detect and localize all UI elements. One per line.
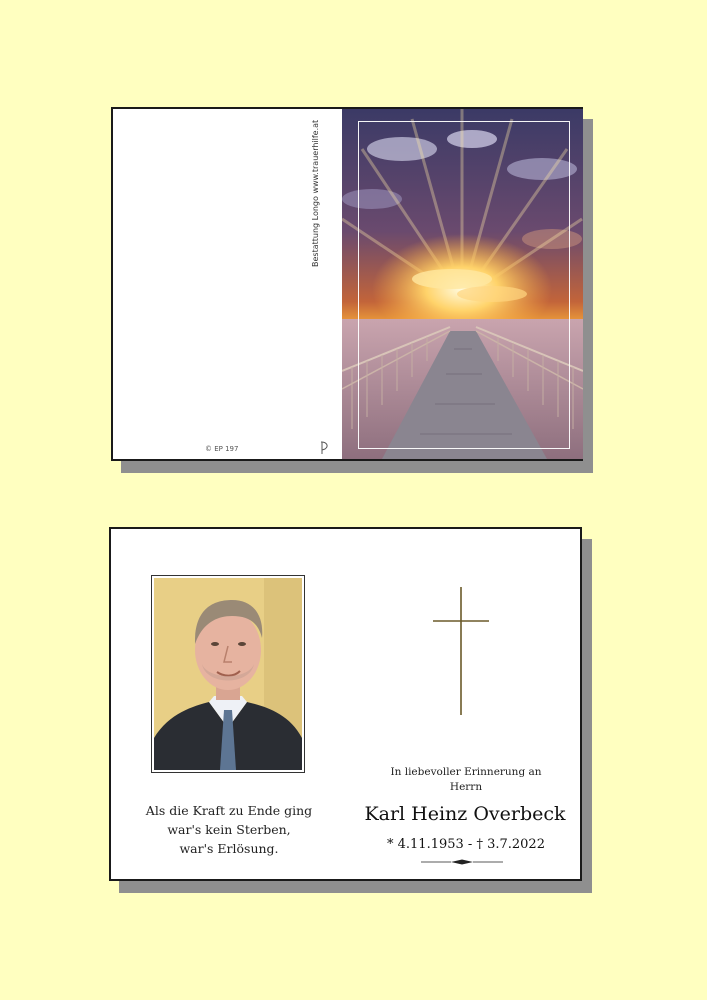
verse-text xyxy=(129,801,329,858)
portrait-photo xyxy=(151,575,305,773)
memorial-card-inner xyxy=(109,527,582,881)
life-dates: * 4.11.1953 - † 3.7.2022 xyxy=(387,837,545,852)
cross-icon xyxy=(431,587,491,715)
deceased-name: Karl Heinz Overbeck xyxy=(364,803,566,825)
verse-line: war's Erlösung. xyxy=(179,841,279,856)
ornament-divider-icon xyxy=(421,859,503,865)
memory-text xyxy=(361,765,571,795)
memory-line: Herrn xyxy=(449,781,483,793)
memory-line: In liebevoller Erinnerung an xyxy=(390,766,542,778)
verse-line: war's kein Sterben, xyxy=(167,822,291,837)
sunset-pier-photo xyxy=(342,109,583,459)
publisher-text: Bestattung Longo www.trauerhilfe.at xyxy=(311,119,320,267)
publisher-logo-icon xyxy=(317,440,331,456)
photo-inner-frame xyxy=(358,121,570,449)
verse-line: Als die Kraft zu Ende ging xyxy=(145,803,313,818)
memorial-card-front xyxy=(111,107,583,461)
product-code: © EP 197 xyxy=(205,445,239,453)
